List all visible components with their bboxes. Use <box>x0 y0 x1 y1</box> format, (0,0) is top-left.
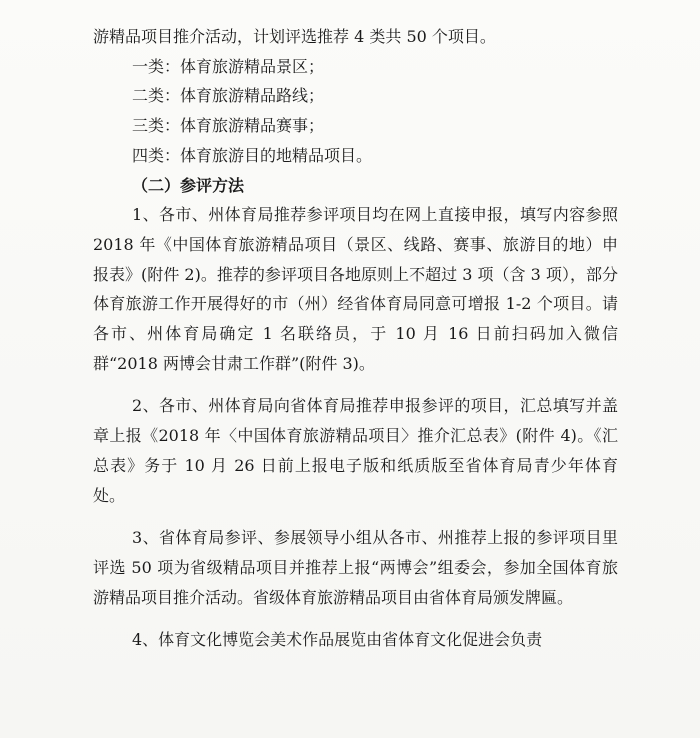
paragraph-1: 1、各市、州体育局推荐参评项目均在网上直接申报，填写内容参照2018 年《中国体育旅游精品项目（景区、线路、赛事、旅游目的地）申报表》(附件 2)。推荐的参评项目各地原则上不超过 3 项（含 3 项），部分体育旅游工作开展得好的市（州）经省体育局同意可增报 1-2 个项目。请各市、州体育局确定 1 名联络员，于 10 月 16 日前扫码加入微信群“2018 两博会甘肃工作群”(附件 3)。 <box>93 205 618 373</box>
section-heading: （二）参评方法 <box>132 175 245 195</box>
paragraph-gap <box>93 612 618 625</box>
category-item-3: 三类：体育旅游精品赛事； <box>132 116 325 136</box>
paragraph-gap <box>93 378 618 391</box>
intro-line: 游精品项目推介活动，计划评选推荐 4 类共 50 个项目。 <box>93 27 496 46</box>
paragraph-gap <box>93 510 618 523</box>
paragraph-3: 3、省体育局参评、参展领导小组从各市、州推荐上报的参评项目里评选 50 项为省级精品项目并推荐上报“两博会”组委会，参加全国体育旅游精品项目推介活动。省级体育旅游精品项目由省体育局颁发牌匾。 <box>93 528 618 607</box>
document-body <box>93 22 618 655</box>
paragraph-2: 2、各市、州体育局向省体育局推荐申报参评的项目，汇总填写并盖章上报《2018 年〈中国体育旅游精品项目〉推介汇总表》(附件 4)。《汇总表》务于 10 月 26 日前上报电子版和纸质版至省体育局青少年体育处。 <box>93 396 618 505</box>
paragraph-4: 4、体育文化博览会美术作品展览由省体育文化促进会负责 <box>132 630 543 650</box>
category-item-2: 二类：体育旅游精品路线； <box>132 86 325 106</box>
category-item-1: 一类：体育旅游精品景区； <box>132 56 325 76</box>
category-item-4: 四类：体育旅游目的地精品项目。 <box>132 145 373 165</box>
